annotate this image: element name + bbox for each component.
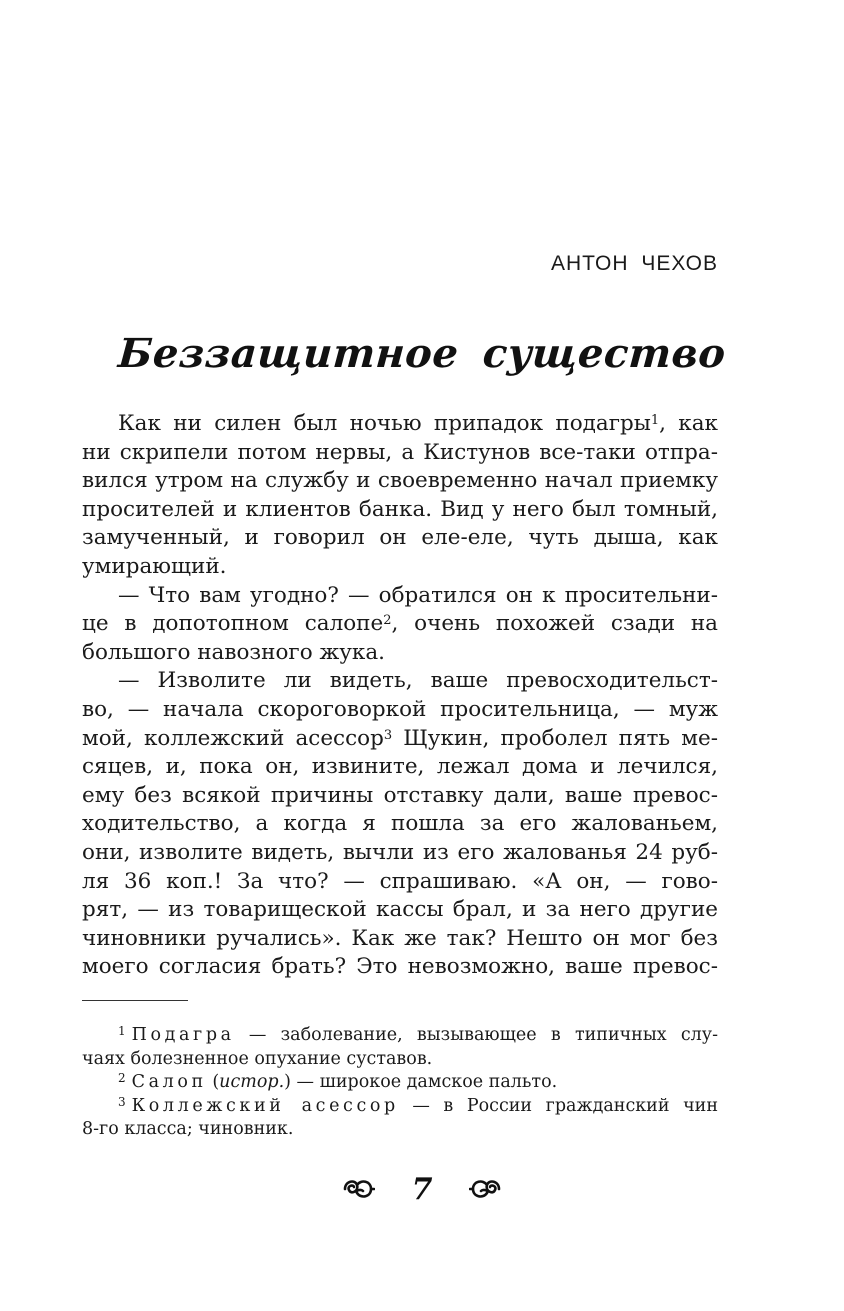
body-line: — Что вам угодно? — обратился он к просительни- bbox=[118, 582, 718, 608]
footnote-term: Подагра bbox=[131, 1025, 235, 1045]
body-line: вился утром на службу и своевременно начал приемку bbox=[82, 468, 718, 494]
story-title: Беззащитное существо bbox=[116, 330, 728, 377]
body-line: большого навозного жука. bbox=[82, 639, 385, 665]
body-line: моего согласия брать? Это невозможно, ваше превос- bbox=[82, 954, 718, 980]
footnotes bbox=[82, 1024, 718, 1142]
body-line: Как ни силен был ночью припадок подагры$^1$, как bbox=[118, 411, 718, 436]
body-line: во, — начала скороговоркой просительница, — муж bbox=[82, 696, 718, 722]
body-line: ни скрипели потом нервы, а Кистунов все-таки отпра- bbox=[82, 439, 718, 465]
page-footer bbox=[0, 1170, 844, 1207]
body-line: умирающий. bbox=[82, 553, 227, 579]
body-line: мой, коллежский асессор$^3$ Щукин, проболел пять ме- bbox=[82, 725, 718, 751]
footnote-term: Салоп bbox=[131, 1072, 207, 1092]
body-line: це в допотопном салопе$^2$, очень похожей сзади на bbox=[82, 611, 718, 637]
footnote-separator bbox=[82, 1000, 188, 1001]
footnote-2: $^2$ Салоп (истор.) — широкое дамское пальто. bbox=[118, 1071, 558, 1092]
footnote-3: $^3$ Коллежский асессор — в России гражданский чин bbox=[118, 1094, 718, 1116]
body-line: замученный, и говорил он еле-еле, чуть дыша, как bbox=[82, 525, 718, 551]
body-line: рят, — из товарищеской кассы брал, и за него другие bbox=[82, 897, 718, 923]
body-line: ему без всякой причины отставку дали, ваше превос- bbox=[82, 782, 718, 808]
running-header-author: АНТОН ЧЕХОВ bbox=[550, 252, 718, 275]
footnote-ref-2[interactable]: 2 bbox=[383, 613, 392, 629]
footnote-term: Коллежский асессор bbox=[131, 1095, 399, 1116]
scroll-ornament-left-icon bbox=[341, 1175, 375, 1203]
body-line: чиновники ручались». Как же так? Нештo он мог без bbox=[82, 925, 718, 951]
footnote-ref-1[interactable]: 1 bbox=[650, 413, 660, 428]
footnote-3-cont: 8-го класса; чиновник. bbox=[82, 1119, 294, 1139]
body-line: ходительство, а когда я пошла за его жалованьем, bbox=[82, 811, 718, 837]
footnote-1: $^1$ Подагра — заболевание, вызывающее в типичных слу- bbox=[118, 1024, 718, 1045]
footnote-1-cont: чаях болезненное опухание суставов. bbox=[82, 1048, 433, 1069]
page-number: 7 bbox=[411, 1171, 433, 1207]
footnote-ref-3[interactable]: 3 bbox=[383, 727, 393, 743]
body-line: они, изволите видеть, вычли из его жалованья 24 руб- bbox=[82, 839, 718, 865]
body-line: — Изволите ли видеть, ваше превосходительст- bbox=[118, 668, 718, 694]
scroll-ornament-right-icon bbox=[469, 1175, 503, 1203]
body-line: просителей и клиентов банка. Вид у него был томный, bbox=[82, 496, 718, 522]
body-line: сяцев, и, пока он, извините, лежал дома и лечился, bbox=[82, 754, 718, 780]
body-line: ля 36 коп.! За что? — спрашиваю. «А он, — гово- bbox=[82, 868, 718, 894]
story-body bbox=[82, 410, 718, 982]
